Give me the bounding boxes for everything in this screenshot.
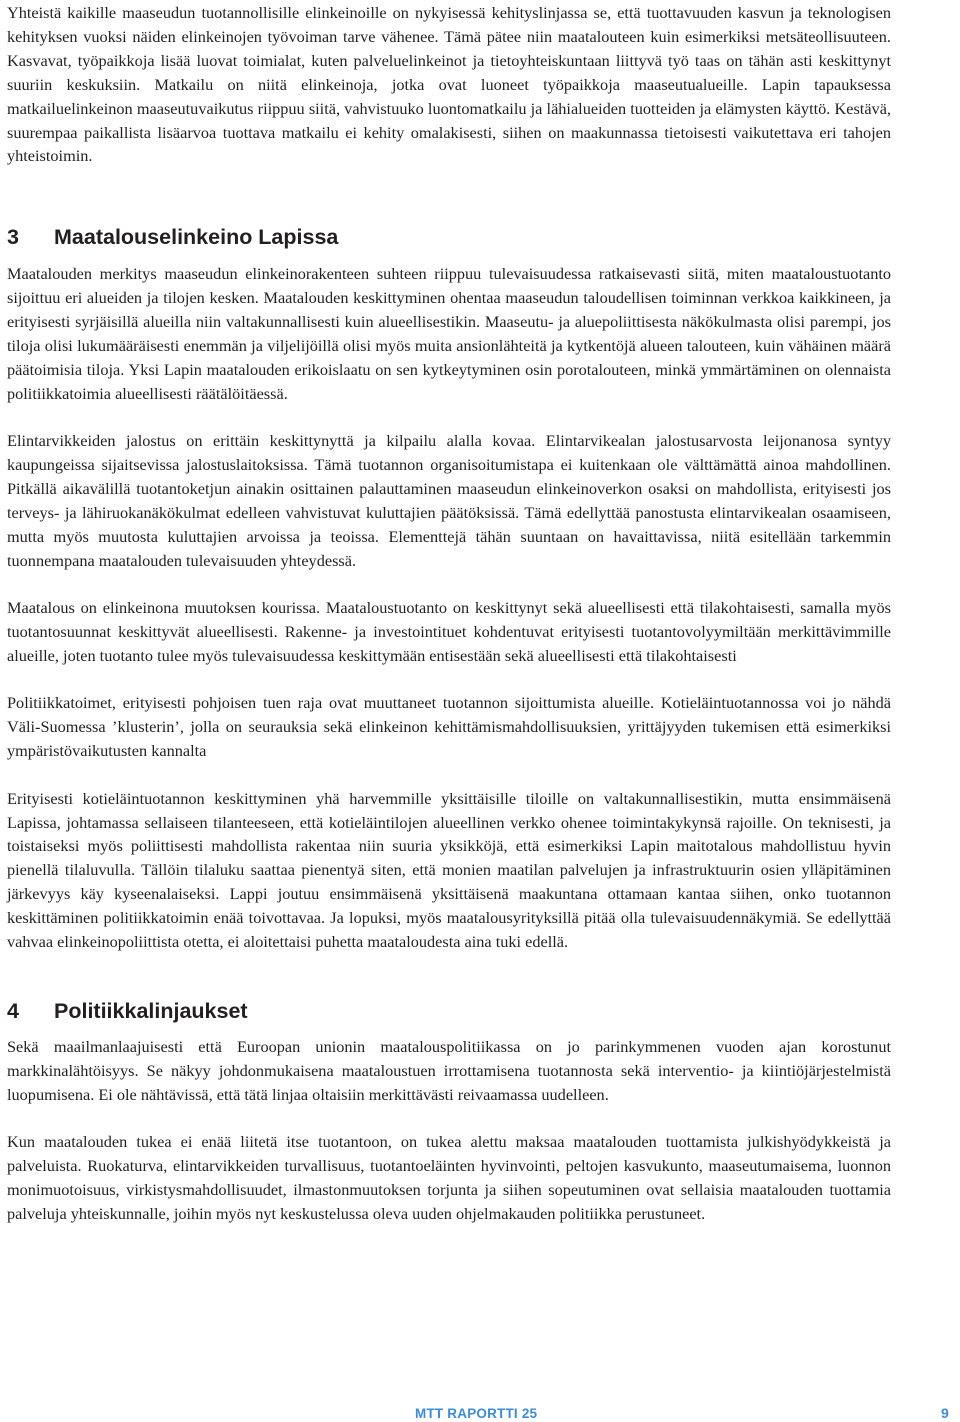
intro-paragraph: Yhteistä kaikille maaseudun tuotannollisille elinkeinoille on nykyisessä kehityslinjassa se, että tuottavuuden kasvun ja teknologisen kehityksen vuoksi näiden elinkeinojen työvoiman tarve vähenee. Tämä pätee niin maatalouteen kuin esimerkiksi metsäteollisuuteen. Kasvavat, työpaikkoja lisää luovat toimialat, kuten palveluelinkeinot ja tietoyhteiskuntaan liittyvä työ taas on tähän asti keskittynyt suuriin keskuksiin. Matkailu on niitä elinkeinoja, jotka ovat luoneet työpaikkoja maaseutualueille. Lapin tapauksessa matkailuelinkeinon maaseutuvaikutus riippuu siitä, vahvistuuko luontomatkailu ja lähialueiden tuotteiden ja elämysten käyttö. Kestävä, suurempaa paikallista lisäarvoa tuottava matkailu ei kehity omalakisesti, siihen on maakunnassa tietoisesti vaikutettava eri tahojen yhteistoimin.	[7, 3, 891, 166]
page-footer	[0, 1406, 960, 1422]
document-page	[7, 0, 891, 1226]
section-3-number: 3	[7, 225, 19, 250]
page-number: 9	[941, 1405, 949, 1421]
section-3-paragraph: Maatalouden merkitys maaseudun elinkeinorakenteen suhteen riippuu tulevaisuudessa ratkaisevasti siitä, miten maataloustuotanto sijoittuu eri alueiden ja tilojen kesken. Maatalouden keskittyminen ohentaa maaseudun taloudellisen toiminnan verkkoa kaikkineen, ja erityisesti syrjäisillä alueilla niin valtakunnallisesti kuin alueellisestikin. Maaseutu- ja aluepoliittisesta näkökulmasta olisi parempi, jos tiloja olisi lukumääräisesti enemmän ja viljelijöillä olisi myös muita ansionlähteitä ja kytkentöjä alueen talouteen, kuin vähäinen määrä päätoimisia tiloja. Yksi Lapin maatalouden erikoislaatu on sen kytkeytyminen osin porotalouteen, minkä ymmärtäminen on olennaista politiikkatoimia alueellisesti räätälöitäessä.	[7, 264, 891, 403]
section-4-paragraph: Kun maatalouden tukea ei enää liitetä itse tuotantoon, on tukea alettu maksaa maatalouden tuottamista julkishyödykkeistä ja palveluista. Ruokaturva, elintarvikkeiden turvallisuus, tuotantoeläinten hyvinvointi, peltojen kasvukunto, maaseutumaisema, luonnon monimuotoisuus, virkistysmahdollisuudet, ilmastonmuutoksen torjunta ja siihen sopeutuminen ovat sellaisia maatalouden tuottamia palveluja yhteiskunnalle, joihin myös nyt keskustelussa oleva uuden ohjelmakauden politiikka perustuneet.	[7, 1132, 891, 1223]
section-3-paragraph: Politiikkatoimet, erityisesti pohjoisen tuen raja ovat muuttaneet tuotannon sijoittumista alueille. Kotieläintuotannossa voi jo nähdä Väli-Suomessa ’klusterin’, jolla on seurauksia sekä elinkeinon kehittämismahdollisuuksien, yrittäjyyden tukemisen että esimerkiksi ympäristövaikutusten kannalta	[7, 693, 891, 761]
section-3-title: Maatalouselinkeino Lapissa	[54, 225, 339, 250]
section-4-paragraph: Sekä maailmanlaajuisesti että Euroopan unionin maatalouspolitiikassa on jo parinkymmenen vuoden ajan korostunut markkinalähtöisyys. Se näkyy johdonmukaisena maataloustuen irrottamisena tuotannosta sekä interventio- ja kiintiöjärjestelmistä luopumisena. Ei ole nähtävissä, että tätä linjaa oltaisiin merkittävästi reivaamassa uudelleen.	[7, 1037, 891, 1104]
section-4-heading	[7, 997, 891, 1025]
section-3-paragraph: Maatalous on elinkeinona muutoksen kourissa. Maataloustuotanto on keskittynyt sekä alueellisesti että tilakohtaisesti, samalla myös tuotantosuunnat keskittyvät alueellisesti. Rakenne- ja investointituet kohdentuvat erityisesti tuotantovolyymiltään merkittävimmille alueille, joten tuotanto tulee myös tulevaisuudessa keskittymään entisestään sekä alueellisesti että tilakohtaisesti	[7, 598, 891, 666]
section-4-title: Politiikkalinjaukset	[54, 999, 248, 1023]
section-3-heading	[7, 223, 891, 251]
section-3-paragraph: Erityisesti kotieläintuotannon keskittyminen yhä harvemmille yksittäisille tiloille on valtakunnallisestikin, mutta ensimmäisenä Lapissa, johtamassa sellaiseen tilanteeseen, että kotieläintilojen alueellinen verkko ohenee toimintakykynsä rajoille. On teknisesti, ja toistaiseksi myös poliittisesti mahdollista rakentaa niin suuria yksikköjä, että esimerkiksi Lapin maitotalous mahdollistuu hyvin pienellä tilaluvulla. Tällöin tilaluku saattaa pienentyä siten, että monien maatilan palvelujen ja infrastruktuurin osien ylläpitäminen järkevyys käy kyseenalaiseksi. Lappi joutuu ensimmäisenä yksittäisenä maakuntana ottamaan kantaa siihen, onko tuotannon keskittäminen politiikkatoimin enää toivottavaa. Ja lopuksi, myös maatalousyrityksillä pitää olla tulevaisuudennäkymiä. Se edellyttää vahvaa elinkeinopoliittista otetta, ei aloitettaisi puhetta maataloudesta aina tuki edellä.	[7, 788, 891, 952]
section-4-number: 4	[7, 999, 19, 1023]
report-name: MTT RAPORTTI 25	[415, 1406, 538, 1421]
section-3-paragraph: Elintarvikkeiden jalostus on erittäin keskittynyttä ja kilpailu alalla kovaa. Elintarvikealan jalostusarvosta leijonanosa syntyy kaupungeissa sijaitsevissa jalostuslaitoksissa. Tämä tuotannon organisoitumistapa ei kuitenkaan ole välttämättä ainoa mahdollinen. Pitkällä aikavälillä tuotantoketjun ainakin osittainen palauttaminen maaseudun elinkeinoverkon osaksi on mahdollista, erityisesti jos terveys- ja lähiruokanäkökulmat edelleen vahvistuvat kuluttajien päätöksissä. Tämä edellyttää panostusta elintarvikealan osaamiseen, mutta myös muutosta kuluttajien arvoissa ja teoissa. Elementtejä tähän suuntaan on havaittavissa, niitä esitellään tarkemmin tuonnempana maatalouden tulevaisuuden yhteydessä.	[7, 431, 891, 570]
